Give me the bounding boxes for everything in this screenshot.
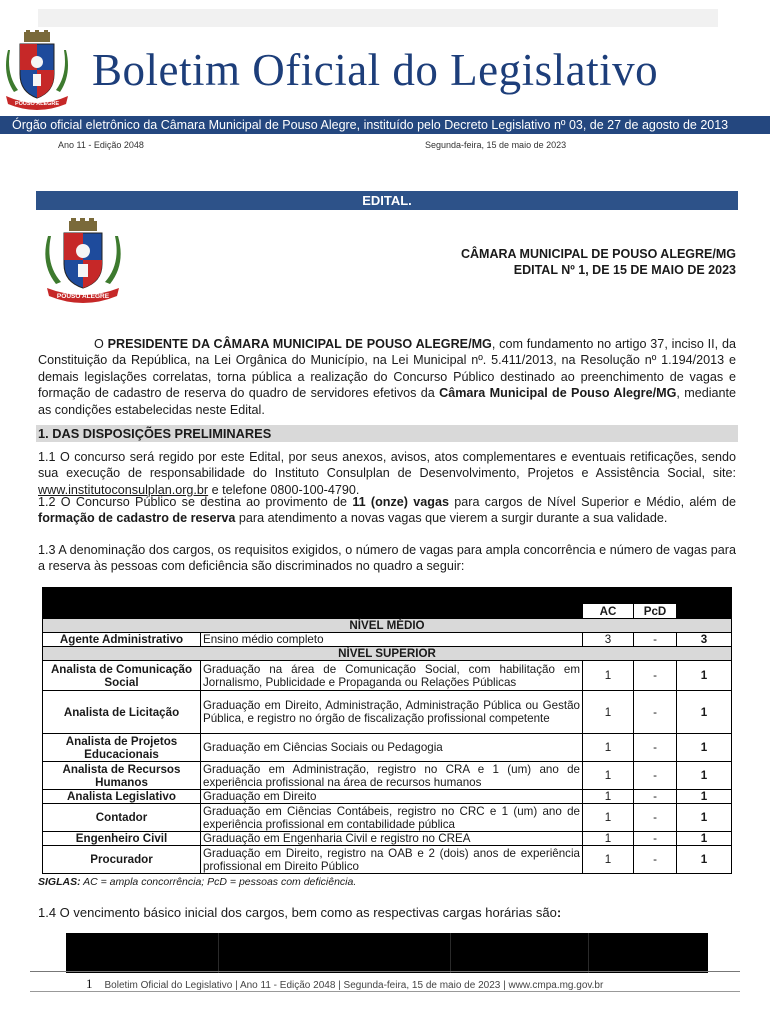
requirement-cell: Graduação em Direito <box>201 790 583 804</box>
requirement-cell: Graduação em Ciências Sociais ou Pedagogia <box>201 734 583 762</box>
total-cell: 3 <box>677 633 732 647</box>
edition-label: Ano 11 - Edição 2048 <box>58 140 144 150</box>
cargo-cell: Contador <box>43 804 201 832</box>
vacancies-table <box>42 587 732 874</box>
table-row <box>43 790 732 804</box>
section-heading: 1. DAS DISPOSIÇÕES PRELIMINARES <box>36 425 738 442</box>
ac-cell: 1 <box>583 762 634 790</box>
cargo-cell: Analista de Comunicação Social <box>43 661 201 691</box>
table-row <box>43 734 732 762</box>
pcd-cell: - <box>634 790 677 804</box>
edition-date: Segunda-feira, 15 de maio de 2023 <box>425 140 567 150</box>
chamber-crest-logo <box>43 218 123 304</box>
requirement-cell: Graduação em Ciências Contábeis, registro no CRC e 1 (um) ano de experiência profissional em contabilidade pública <box>201 804 583 832</box>
requirement-cell: Graduação em Direito, registro na OAB e 2 (dois) anos de experiência profissional em Direito Público <box>201 846 583 874</box>
ac-cell: 1 <box>583 846 634 874</box>
crest-caption: POUSO ALEGRE <box>56 293 110 300</box>
edital-heading <box>461 246 736 278</box>
total-cell: 1 <box>677 846 732 874</box>
paragraph-1-2: 1.2 O Concurso Público se destina ao provimento de 11 (onze) vagas para cargos de Nível Superior e Médio, além de formação de cadastro de reserva para atendimento a novas vagas que vierem a surgir durante a sua validade. <box>38 495 736 526</box>
ac-cell: 1 <box>583 691 634 734</box>
paragraph-1-3: 1.3 A denominação dos cargos, os requisitos exigidos, o número de vagas para ampla concorrência e número de vagas para a reserva às pessoas com deficiência são discriminados no quadro a seguir: <box>38 543 736 574</box>
total-cell: 1 <box>677 790 732 804</box>
bulletin-title: Boletim Oficial do Legislativo <box>92 45 659 95</box>
ac-cell: 1 <box>583 790 634 804</box>
table-row <box>43 691 732 734</box>
top-strip <box>38 9 718 27</box>
ac-cell: 1 <box>583 832 634 846</box>
footer-text: Boletim Oficial do Legislativo | Ano 11 - Edição 2048 | Segunda-feira, 15 de maio de 2023 | www.cmpa.mg.gov.br <box>104 980 604 991</box>
cargo-cell: Analista de Recursos Humanos <box>43 762 201 790</box>
ac-cell: 3 <box>583 633 634 647</box>
pcd-cell: - <box>634 734 677 762</box>
pcd-cell: - <box>634 832 677 846</box>
total-cell: 1 <box>677 804 732 832</box>
ac-cell: 1 <box>583 661 634 691</box>
total-cell: 1 <box>677 762 732 790</box>
bulletin-banner: Órgão oficial eletrônico da Câmara Municipal de Pouso Alegre, instituído pelo Decreto Legislativo nº 03, de 27 de agosto de 2013 <box>0 116 770 134</box>
requirement-cell: Graduação na área de Comunicação Social, com habilitação em Jornalismo, Publicidade e Propaganda ou Relações Públicas <box>201 661 583 691</box>
cargo-cell: Analista de Projetos Educacionais <box>43 734 201 762</box>
rows-medio <box>43 633 732 647</box>
pcd-cell: - <box>634 633 677 647</box>
rows-superior <box>43 661 732 874</box>
total-cell: 1 <box>677 661 732 691</box>
group-row: NÍVEL SUPERIOR <box>43 647 732 661</box>
pcd-cell: - <box>634 804 677 832</box>
pcd-cell: - <box>634 691 677 734</box>
paragraph-1-1: 1.1 O concurso será regido por este Edital, por seus anexos, avisos, atos complementares e eventuais retificações, sendo sua execução de responsabilidade do Instituto Consulplan de Desenvolvimento, Projetos e Assistência Social, site: www.institutoconsulplan.org.br e telefone 0800-100-4790. <box>38 450 736 497</box>
table-legend: SIGLAS: AC = ampla concorrência; PcD = pessoas com deficiência. <box>38 876 357 888</box>
pcd-cell: - <box>634 762 677 790</box>
masthead <box>0 28 770 116</box>
edital-heading-line2: EDITAL Nº 1, DE 15 DE MAIO DE 2023 <box>513 263 736 277</box>
table-header-dark <box>43 588 732 604</box>
table-row <box>43 846 732 874</box>
intro-paragraph: O PRESIDENTE DA CÂMARA MUNICIPAL DE POUSO ALEGRE/MG, com fundamento no artigo 37, inciso II, da Constituição da República, na Lei Orgânica do Município, na Lei Municipal nº. 5.411/2013, na Resolução nº 1.194/2013 e demais legislações correlatas, torna pública a realização do Concurso Público destinado ao preenchimento de vagas e formação de cadastro de reserva do quadro de servidores efetivos da Câmara Municipal de Pouso Alegre/MG, mediante as condições estabelecidas neste Edital. <box>38 337 737 417</box>
total-cell: 1 <box>677 734 732 762</box>
salary-table-header <box>66 933 708 973</box>
section-title-bar: EDITAL. <box>36 191 738 210</box>
total-cell: 1 <box>677 832 732 846</box>
total-cell: 1 <box>677 691 732 734</box>
consulplan-link[interactable]: www.institutoconsulplan.org.br <box>38 482 209 497</box>
pcd-cell: - <box>634 661 677 691</box>
cargo-cell: Analista Legislativo <box>43 790 201 804</box>
ac-cell: 1 <box>583 734 634 762</box>
requirement-cell: Graduação em Engenharia Civil e registro no CREA <box>201 832 583 846</box>
table-row <box>43 633 732 647</box>
cargo-cell: Procurador <box>43 846 201 874</box>
pcd-cell: - <box>634 846 677 874</box>
group-row: NÍVEL MÉDIO <box>43 619 732 633</box>
table-row <box>43 832 732 846</box>
ac-cell: 1 <box>583 804 634 832</box>
cargo-cell: Engenheiro Civil <box>43 832 201 846</box>
requirement-cell: Ensino médio completo <box>201 633 583 647</box>
coat-of-arms-logo <box>4 30 70 112</box>
svg-text:POUSO ALEGRE: POUSO ALEGRE <box>14 101 60 107</box>
table-row <box>43 762 732 790</box>
page-footer <box>86 976 603 992</box>
table-row <box>43 804 732 832</box>
requirement-cell: Graduação em Administração, registro no CRA e 1 (um) ano de experiência profissional na área de recursos humanos <box>201 762 583 790</box>
cargo-cell: Analista de Licitação <box>43 691 201 734</box>
edital-heading-line1: CÂMARA MUNICIPAL DE POUSO ALEGRE/MG <box>460 247 736 261</box>
footer-rule-bottom <box>30 991 740 992</box>
page-number: 1 <box>86 976 93 991</box>
table-header-row <box>43 604 732 619</box>
table-row <box>43 661 732 691</box>
col-ac-header: AC <box>583 604 634 619</box>
footer-rule <box>30 971 740 972</box>
paragraph-1-4: 1.4 O vencimento básico inicial dos cargos, bem como as respectivas cargas horárias são: <box>38 905 562 920</box>
requirement-cell: Graduação em Direito, Administração, Administração Pública ou Gestão Pública, e registro no órgão de fiscalização profissional competente <box>201 691 583 734</box>
cargo-cell: Agente Administrativo <box>43 633 201 647</box>
col-pcd-header: PcD <box>634 604 677 619</box>
